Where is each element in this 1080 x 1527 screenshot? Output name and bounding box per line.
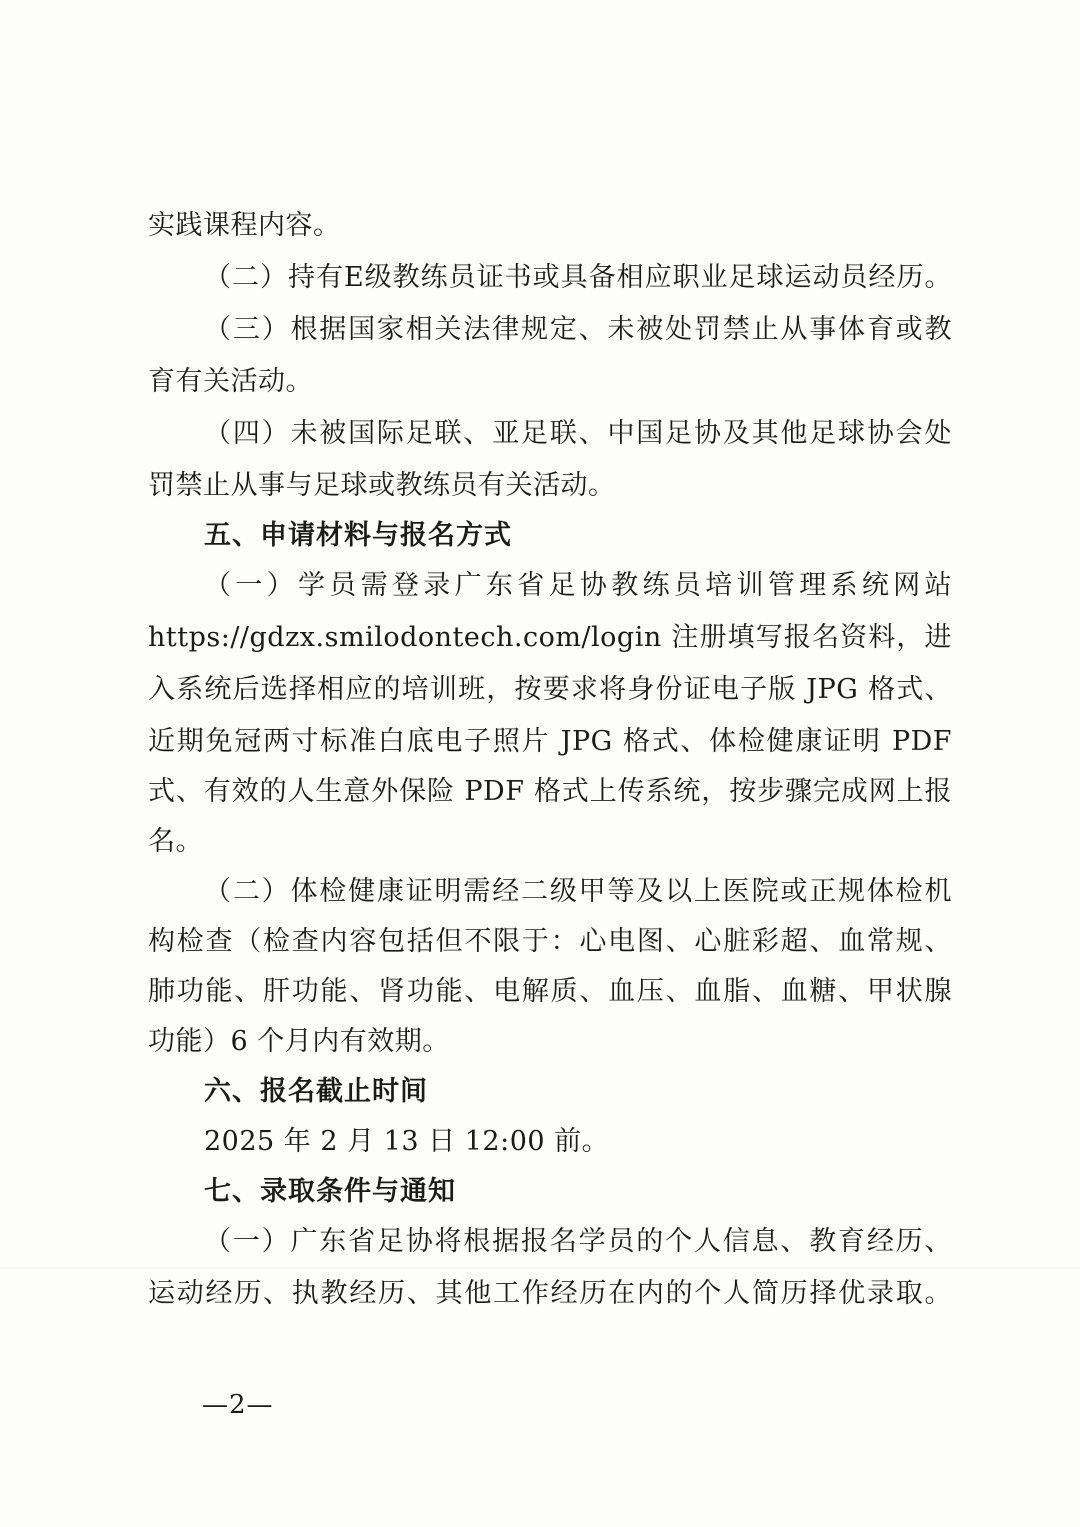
paragraph-line: （一）学员需登录广东省足协教练员培训管理系统网站 xyxy=(204,570,952,601)
paragraph-line: （二）体检健康证明需经二级甲等及以上医院或正规体检机 xyxy=(204,876,952,907)
paragraph-line: 罚禁止从事与足球或教练员有关活动。 xyxy=(148,470,616,501)
paragraph-line: https://gdzx.smilodontech.com/login 注册填写报名资料，进 xyxy=(148,622,952,653)
paragraph-line: 入系统后选择相应的培训班，按要求将身份证电子版 JPG 格式、 xyxy=(148,674,952,705)
paragraph-line: 肺功能、肝功能、肾功能、电解质、血压、血脂、血糖、甲状腺 xyxy=(148,976,952,1007)
paragraph-line: 功能）6 个月内有效期。 xyxy=(148,1026,450,1057)
paragraph-line: （三）根据国家相关法律规定、未被处罚禁止从事体育或教 xyxy=(204,314,952,345)
paragraph-line: 构检查（检查内容包括但不限于：心电图、心脏彩超、血常规、 xyxy=(148,926,952,957)
paragraph-line: 式、有效的人生意外保险 PDF 格式上传系统，按步骤完成网上报 xyxy=(148,776,952,807)
paragraph-line: （四）未被国际足联、亚足联、中国足协及其他足球协会处 xyxy=(204,418,952,449)
page-number: —2— xyxy=(202,1390,274,1420)
paragraph-line: 运动经历、执教经历、其他工作经历在内的个人简历择优录取。 xyxy=(148,1278,952,1309)
paragraph-line: 育有关活动。 xyxy=(148,366,313,397)
paragraph-line: 近期免冠两寸标准白底电子照片 JPG 格式、体检健康证明 PDF xyxy=(148,726,952,757)
section-heading: 六、报名截止时间 xyxy=(204,1076,428,1107)
section-heading: 五、申请材料与报名方式 xyxy=(204,520,512,551)
paragraph-line: 名。 xyxy=(148,826,203,857)
paragraph-line: 实践课程内容。 xyxy=(148,210,341,241)
scan-seam xyxy=(0,1266,1080,1270)
paragraph-line: 2025 年 2 月 13 日 12:00 前。 xyxy=(204,1126,610,1157)
paragraph-line: （二）持有E级教练员证书或具备相应职业足球运动员经历。 xyxy=(204,262,952,293)
paragraph-line: （一）广东省足协将根据报名学员的个人信息、教育经历、 xyxy=(204,1226,952,1257)
section-heading: 七、录取条件与通知 xyxy=(204,1176,456,1207)
